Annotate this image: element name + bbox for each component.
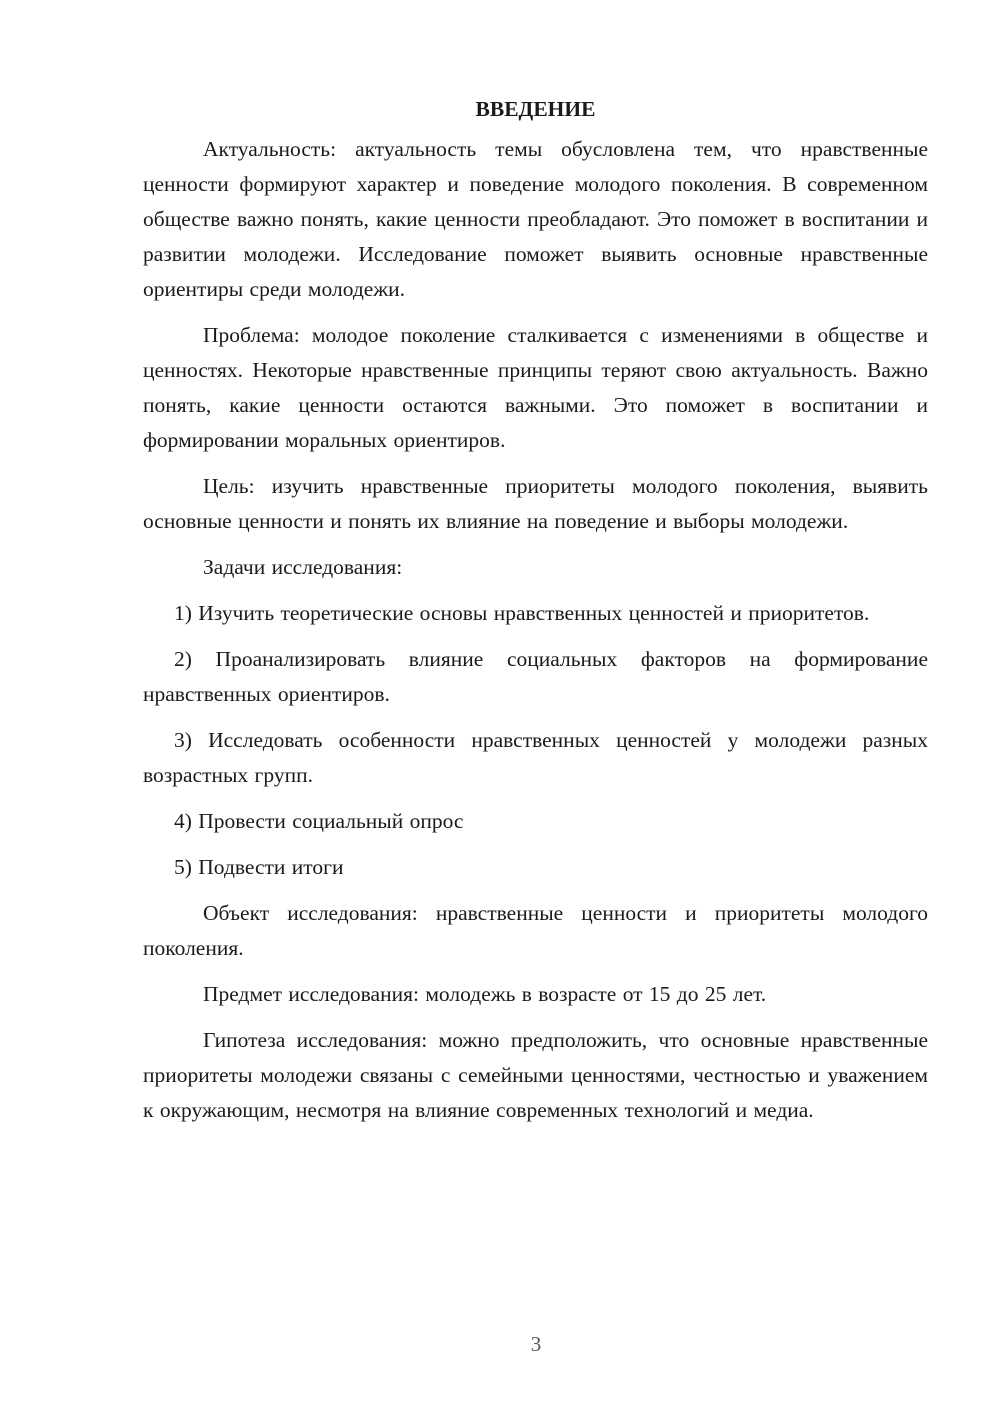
- paragraph-subject: Предмет исследования: молодежь в возрасте от 15 до 25 лет.: [203, 982, 767, 1006]
- list-item-task-2: 2) Проанализировать влияние социальных факторов на формирование нравственных ориентиров.: [143, 647, 928, 706]
- page-number: 3: [530, 1332, 542, 1356]
- list-item-task-5: 5) Подвести итоги: [174, 855, 344, 879]
- paragraph-goal: Цель: изучить нравственные приоритеты молодого поколения, выявить основные ценности и понять их влияние на поведение и выборы молодежи.: [143, 474, 928, 533]
- paragraph-tasks-title: Задачи исследования:: [203, 555, 403, 579]
- paragraph-problem: Проблема: молодое поколение сталкивается с изменениями в обществе и ценностях. Некоторые нравственные принципы теряют свою актуальность. Важно понять, какие ценности остаются важными. Это поможет в воспитании и формировании моральных ориентиров.: [143, 323, 928, 452]
- section-heading: ВВЕДЕНИЕ: [475, 97, 596, 121]
- list-item-task-1: 1) Изучить теоретические основы нравственных ценностей и приоритетов.: [174, 601, 870, 625]
- document-page: [143, 92, 928, 1139]
- paragraph-relevance: Актуальность: актуальность темы обусловлена тем, что нравственные ценности формируют характер и поведение молодого поколения. В современном обществе важно понять, какие ценности преобладают. Это поможет в воспитании и развитии молодежи. Исследование поможет выявить основные нравственные ориентиры среди молодежи.: [143, 137, 928, 301]
- paragraph-object: Объект исследования: нравственные ценности и приоритеты молодого поколения.: [143, 901, 928, 960]
- list-item-task-3: 3) Исследовать особенности нравственных ценностей у молодежи разных возрастных групп.: [143, 728, 928, 787]
- list-item-task-4: 4) Провести социальный опрос: [174, 809, 464, 833]
- paragraph-hypothesis: Гипотеза исследования: можно предположить, что основные нравственные приоритеты молодежи связаны с семейными ценностями, честностью и уважением к окружающим, несмотря на влияние современных технологий и медиа.: [143, 1028, 928, 1122]
